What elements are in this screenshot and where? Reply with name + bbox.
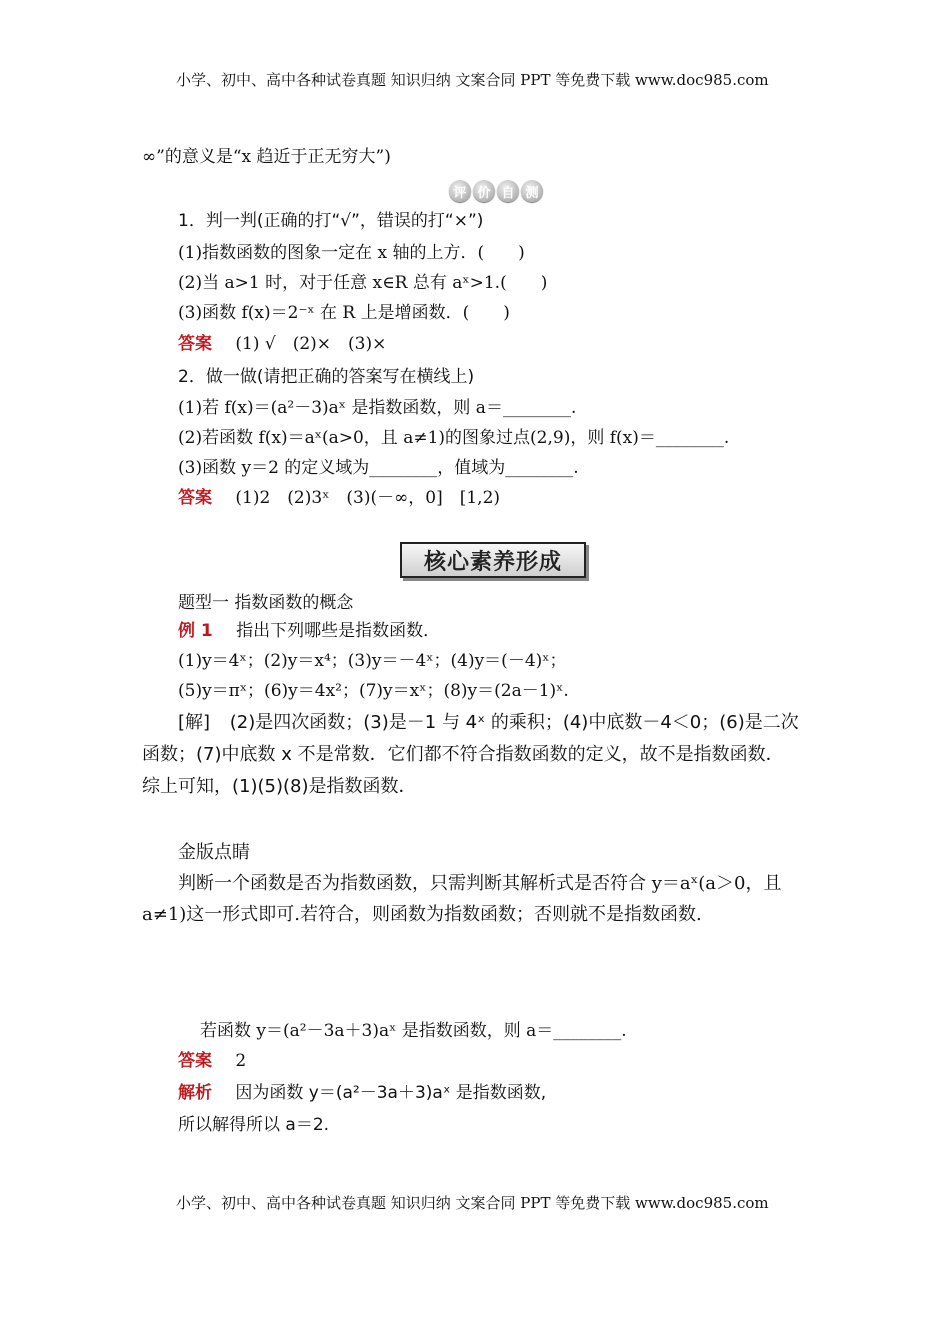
q2-answer-row [178, 487, 500, 509]
q2-item-2: (2)若函数 f(x)＝aˣ(a>0，且 a≠1)的图象过点(2,9)，则 f(x)＝________. [178, 428, 730, 448]
example1-list-1: (1)y＝4ˣ；(2)y＝x⁴；(3)y＝－4ˣ；(4)y＝(－4)ˣ； [178, 651, 567, 671]
solution-label: [解] [178, 712, 211, 733]
example1-row [178, 620, 440, 642]
section-title: 核心素养形成 [400, 542, 586, 578]
q1-item-1: (1)指数函数的图象一定在 x 轴的上方．( ) [178, 243, 525, 263]
example1-label: 例 1 [178, 621, 213, 641]
q1-answer: (1) √ (2)× (3)× [235, 334, 387, 354]
q2-item-1: (1)若 f(x)＝(a²－3)aˣ 是指数函数，则 a＝________. [178, 398, 577, 418]
tip-line-2: a≠1)这一形式即可.若符合，则函数为指数函数；否则就不是指数函数. [142, 904, 702, 925]
page-footer: 小学、初中、高中各种试卷真题 知识归纳 文案合同 PPT 等免费下载 www.doc985.com [176, 1194, 769, 1212]
q2-title: 2．做一做(请把正确的答案写在横线上) [178, 367, 475, 387]
q1-item-3: (3)函数 f(x)＝2⁻ˣ 在 R 上是增函数．( ) [178, 303, 510, 323]
example1-list-2: (5)y＝πˣ；(6)y＝4x²；(7)y＝xˣ；(8)y＝(2a－1)ˣ. [178, 681, 569, 701]
type1-title: 题型一 指数函数的概念 [178, 593, 354, 613]
intro-line: ∞”的意义是“x 趋近于正无穷大”) [142, 147, 391, 167]
solution-row-1 [178, 712, 799, 734]
practice-analysis: 因为函数 y＝(a²－3a＋3)aˣ 是指数函数, [235, 1083, 547, 1103]
q2-answer: (1)2 (2)3ˣ (3)(－∞，0] [1,2) [235, 488, 501, 508]
tip-title: 金版点睛 [178, 842, 250, 863]
practice-question: 若函数 y＝(a²－3a＋3)aˣ 是指数函数，则 a＝________. [200, 1021, 627, 1041]
self-evaluation-badge [444, 178, 548, 204]
tip-line-1: 判断一个函数是否为指数函数，只需判断其解析式是否符合 y＝aˣ(a＞0，且 [178, 873, 782, 894]
example1-text: 指出下列哪些是指数函数． [236, 621, 441, 641]
q2-item-3: (3)函数 y＝2 的定义域为________，值域为________. [178, 458, 579, 478]
practice-analysis-label: 解析 [178, 1083, 212, 1103]
solution-line-3: 综上可知，(1)(5)(8)是指数函数． [142, 776, 417, 797]
practice-answer-label: 答案 [178, 1051, 212, 1071]
practice-conclusion: 所以解得所以 a＝2. [178, 1115, 330, 1135]
solution-line-1: (2)是四次函数；(3)是－1 与 4ˣ 的乘积；(4)中底数－4＜0；(6)是二次 [229, 712, 799, 733]
q1-title: 1．判一判(正确的打“√”，错误的打“×”) [178, 211, 484, 231]
practice-answer: 2 [235, 1051, 247, 1071]
badge-char: 测 [521, 180, 543, 202]
q2-answer-label: 答案 [178, 488, 212, 508]
solution-line-2: 函数；(7)中底数 x 不是常数．它们都不符合指数函数的定义，故不是指数函数． [142, 744, 784, 765]
q1-answer-row [178, 333, 386, 355]
practice-analysis-row [178, 1082, 546, 1104]
badge-char: 价 [473, 180, 495, 202]
q1-item-2: (2)当 a>1 时，对于任意 x∈R 总有 aˣ>1.( ) [178, 273, 548, 293]
badge-char: 自 [497, 180, 519, 202]
page-header: 小学、初中、高中各种试卷真题 知识归纳 文案合同 PPT 等免费下载 www.doc985.com [176, 71, 769, 89]
badge-char: 评 [449, 180, 471, 202]
q1-answer-label: 答案 [178, 334, 212, 354]
practice-answer-row [178, 1050, 246, 1072]
